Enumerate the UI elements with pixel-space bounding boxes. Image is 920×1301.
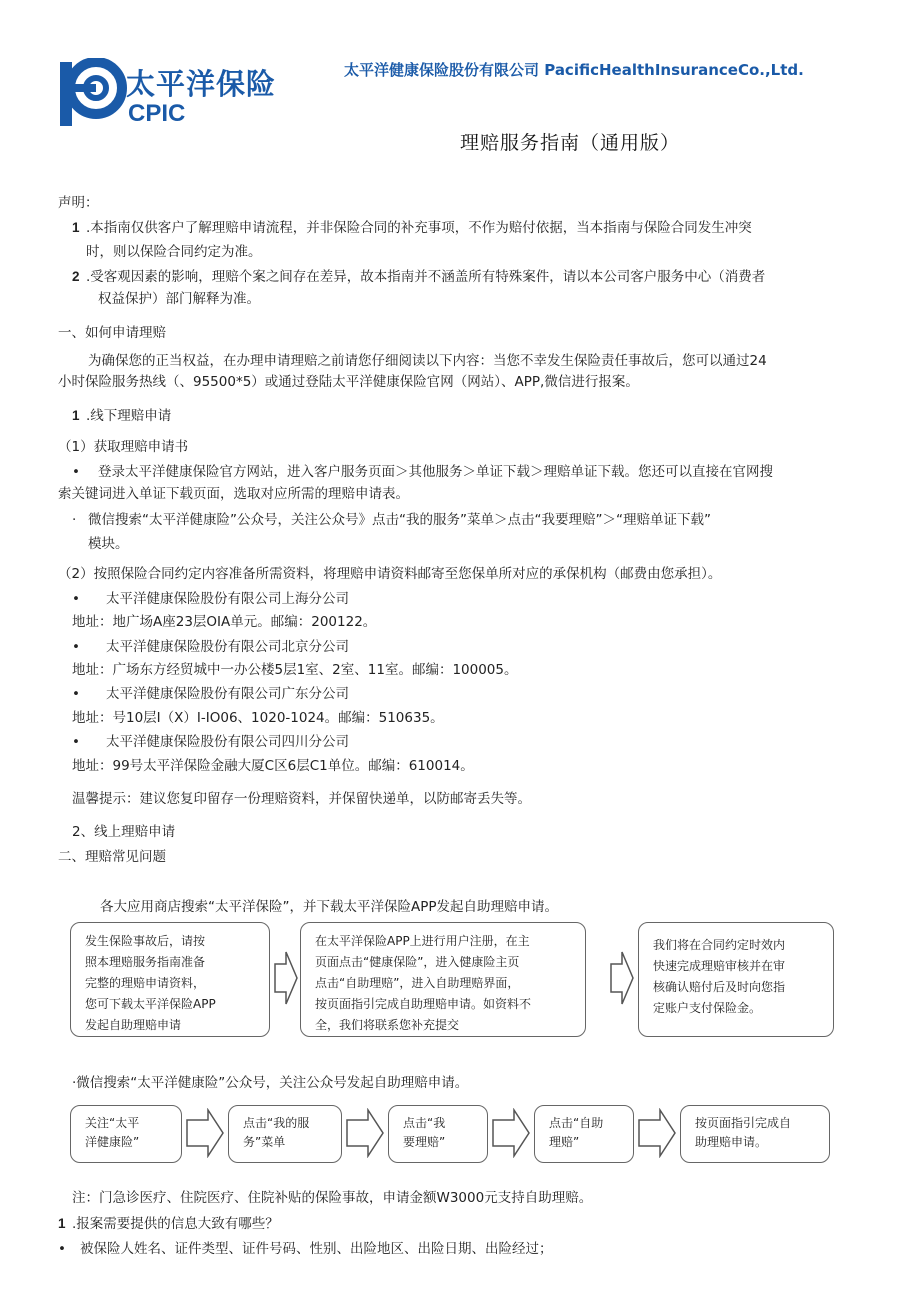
wechat-flow-step-3: 点击“我 要理赔” <box>388 1105 488 1163</box>
intro-text: 小时保险服务热线（、95500*5）或通过登陆太平洋健康保险官网（网站）、APP,微信进行报案。 <box>58 374 639 390</box>
branch-address: 地址：广场东方经贸城中一办公楼5层1室、2室、11室。邮编：100005。 <box>72 662 518 678</box>
bullet-icon: • <box>72 734 80 750</box>
branch-address: 地址：99号太平洋保险金融大厦C区6层C1单位。邮编：610014。 <box>72 758 474 774</box>
branch-name: 太平洋健康保险股份有限公司广东分公司 <box>106 686 349 702</box>
section-heading: 一、如何申请理赔 <box>58 325 166 341</box>
branch-address: 地址：地广场A座23层OIA单元。邮编：200122。 <box>72 614 377 630</box>
question-number: 1 <box>58 1216 66 1231</box>
logo-chinese-name: 太平洋保险 <box>126 67 277 101</box>
bullet-icon: • <box>72 686 80 702</box>
step-title: （2）按照保险合同约定内容准备所需资料，将理赔申请资料邮寄至您保单所对应的承保机构（邮费由您承担）。 <box>58 566 722 582</box>
wechat-instruction: ·微信搜索“太平洋健康险”公众号，关注公众号发起自助理赔申请。 <box>72 1075 469 1091</box>
statement-label: 声明： <box>58 195 99 211</box>
flow-arrow-icon <box>346 1108 384 1158</box>
note-text: 注：门急诊医疗、住院医疗、住院补贴的保险事故，申请金额W3000元支持自助理赔。 <box>72 1190 593 1206</box>
bullet-icon: • <box>72 464 80 480</box>
question-title: .报案需要提供的信息大致有哪些？ <box>72 1216 279 1232</box>
wechat-flow-step-5: 按页面指引完成自 助理赔申请。 <box>680 1105 830 1163</box>
branch-address: 地址：号10层I（X）I-IO06、1020-1024。邮编：510635。 <box>72 710 444 726</box>
flow-arrow-icon <box>274 950 298 1006</box>
statement-item-text: .本指南仅供客户了解理赔申请流程，并非保险合同的补充事项，不作为赔付依据，当本指南与保险合同发生冲突 <box>86 220 752 236</box>
app-flow-step-3: 我们将在合同约定时效内 快速完成理赔审核并在审 核确认赔付后及时向您指 定账户支付保险金。 <box>638 922 834 1037</box>
subsection-number: 1 <box>72 408 80 423</box>
bullet-text: 被保险人姓名、证件类型、证件号码、性别、出险地区、出险日期、出险经过； <box>80 1241 553 1257</box>
wechat-flow-step-4: 点击“自助 理赔” <box>534 1105 634 1163</box>
bullet-text: 索关键词进入单证下载页面，选取对应所需的理赔申请表。 <box>58 486 409 502</box>
page-title: 理赔服务指南（通用版） <box>460 132 681 154</box>
intro-text: 为确保您的正当权益，在办理申请理赔之前请您仔细阅读以下内容：当您不幸发生保险责任事故后，您可以通过24 <box>88 353 767 369</box>
subsection-title: .线下理赔申请 <box>86 408 172 424</box>
step-title: （1）获取理赔申请书 <box>58 439 189 455</box>
wechat-flow-step-2: 点击“我的服 务”菜单 <box>228 1105 342 1163</box>
bullet-icon: · <box>72 512 77 528</box>
bullet-text: 登录太平洋健康保险官方网站，进入客户服务页面＞其他服务＞单证下载＞理赔单证下载。您还可以直接在官网搜 <box>98 464 773 480</box>
statement-item-text: .受客观因素的影响，理赔个案之间存在差异，故本指南并不涵盖所有特殊案件，请以本公司客户服务中心（消费者 <box>86 269 766 285</box>
app-flow-step-2: 在太平洋保险APP上进行用户注册，在主 页面点击“健康保险”，进入健康险主页 点击“自助理赔”，进入自助理赔界面， 按页面指引完成自助理赔申请。如资料不 全，我们将联系您补充提交 <box>300 922 586 1037</box>
bullet-icon: • <box>72 639 80 655</box>
bullet-text: 微信搜索“太平洋健康险”公众号，关注公众号》点击“我的服务”菜单＞点击“我要理赔”＞“理赔单证下载” <box>88 512 711 528</box>
statement-item-text: 权益保护）部门解释为准。 <box>98 291 260 307</box>
bullet-icon: • <box>58 1241 66 1257</box>
flow-arrow-icon <box>610 950 634 1006</box>
branch-name: 太平洋健康保险股份有限公司上海分公司 <box>106 591 349 607</box>
flow-arrow-icon <box>492 1108 530 1158</box>
app-flow-step-1: 发生保险事故后，请按 照本理赔服务指南准备 完整的理赔申请资料， 您可下载太平洋保险APP 发起自助理赔申请 <box>70 922 270 1037</box>
wechat-flow-step-1: 关注“太平 洋健康险” <box>70 1105 182 1163</box>
tip-text: 温馨提示：建议您复印留存一份理赔资料，并保留快递单，以防邮寄丢失等。 <box>72 791 531 807</box>
bullet-text: 模块。 <box>88 536 129 552</box>
flow-arrow-icon <box>638 1108 676 1158</box>
logo-english-name: CPIC <box>128 100 186 127</box>
branch-name: 太平洋健康保险股份有限公司北京分公司 <box>106 639 349 655</box>
branch-name: 太平洋健康保险股份有限公司四川分公司 <box>106 734 349 750</box>
statement-item-text: 时，则以保险合同约定为准。 <box>86 244 262 260</box>
bullet-icon: • <box>72 591 80 607</box>
flow-arrow-icon <box>186 1108 224 1158</box>
statement-item-number: 2 <box>72 269 80 284</box>
section-heading: 二、理赔常见问题 <box>58 849 166 865</box>
app-instruction: 各大应用商店搜索“太平洋保险”，并下载太平洋保险APP发起自助理赔申请。 <box>100 899 559 915</box>
company-name: 太平洋健康保险股份有限公司 PacificHealthInsuranceCo.,Ltd. <box>344 61 804 79</box>
statement-item-number: 1 <box>72 220 80 235</box>
subsection-title: 2、线上理赔申请 <box>72 824 176 840</box>
